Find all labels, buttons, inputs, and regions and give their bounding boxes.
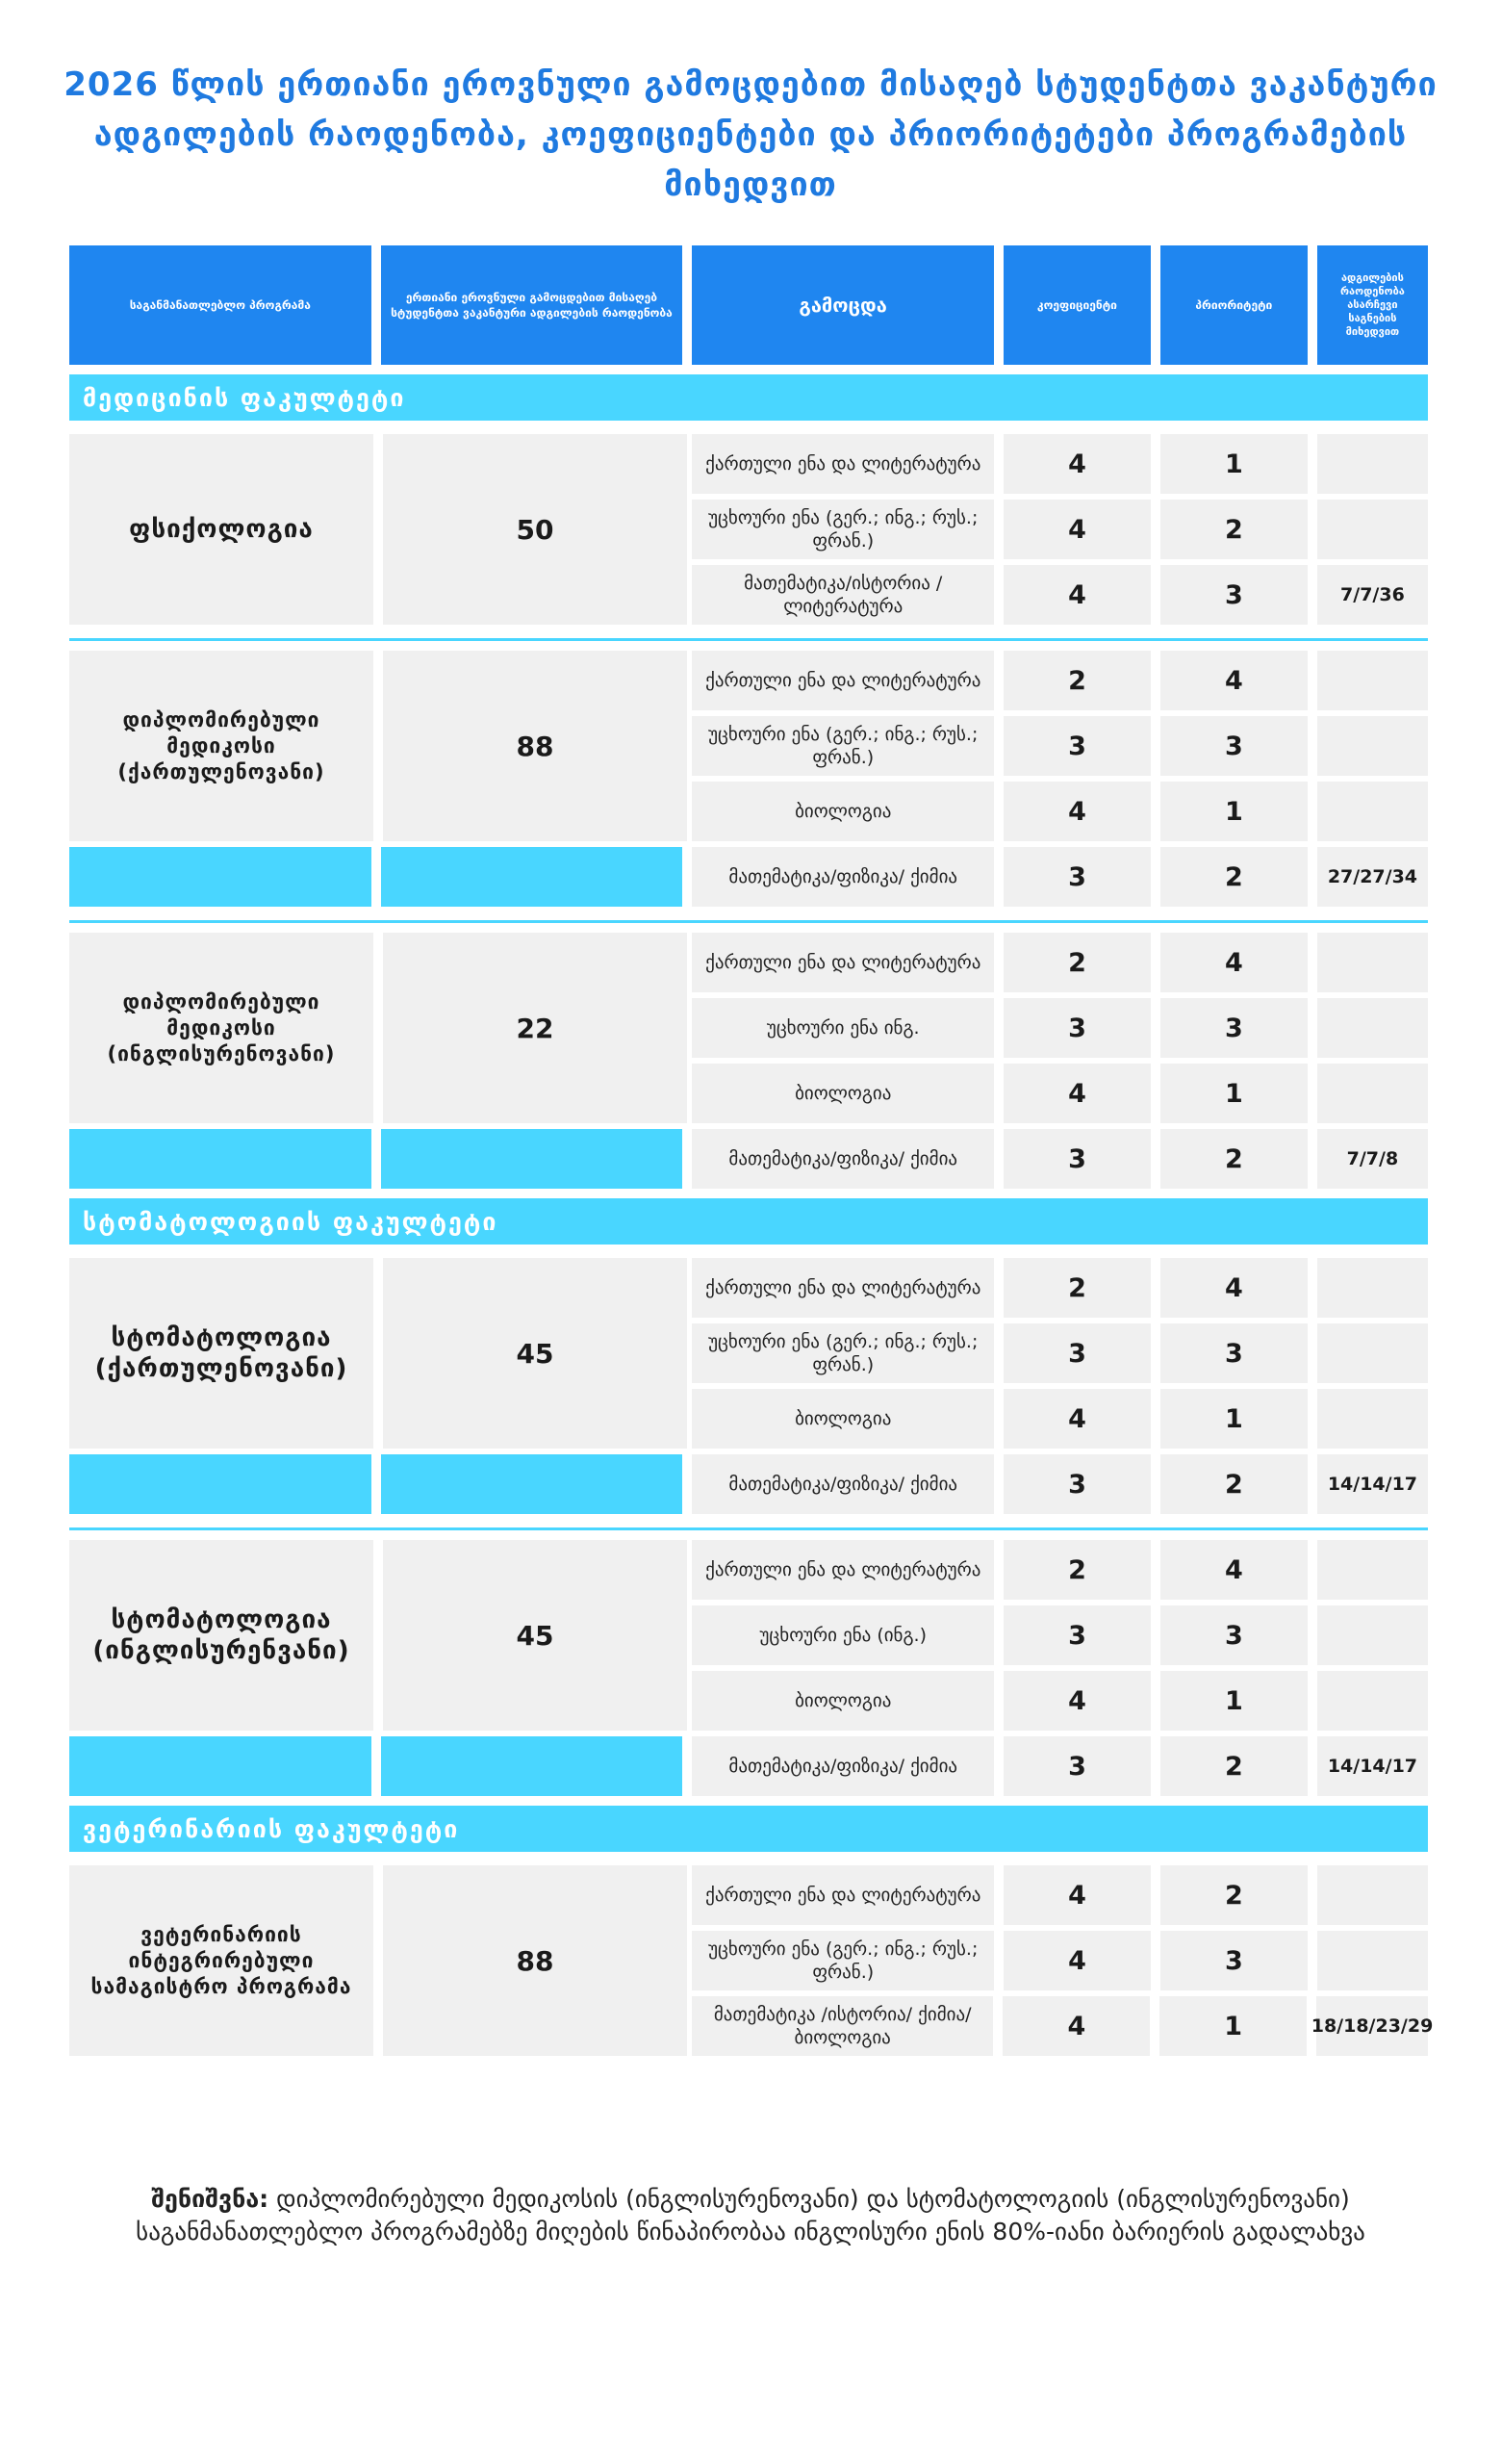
priority-cell: 4 [1160,933,1308,992]
exam-cell: ქართული ენა და ლიტერატურა [692,933,994,992]
priority-cell: 2 [1160,1454,1308,1514]
program-name: სტომატოლოგია (ინგლისურენვანი) [69,1540,373,1731]
program-block [69,1527,1428,1796]
coefficient-cell: 4 [1004,434,1151,494]
quota-cell: 14/14/17 [1317,1736,1428,1796]
header-coefficient: კოეფიციენტი [1004,245,1151,365]
priority-cell: 2 [1160,1129,1308,1189]
coefficient-cell: 4 [1004,565,1151,625]
quota-cell [1317,1671,1428,1731]
page-title: 2026 წლის ერთიანი ეროვნული გამოცდებით მისაღებ სტუდენტთა ვაკანტური ადგილების რაოდენობა, კოეფიციენტები და პრიორიტეტები პროგრამების მიხედვით [64,65,1438,204]
priority-cell: 1 [1160,1671,1308,1731]
exam-cell: ბიოლოგია [692,1389,994,1449]
priority-cell: 2 [1160,847,1308,907]
program-cell [69,847,371,907]
program-cell [69,1129,371,1189]
faculty-header: სტომატოლოგიის ფაკულტეტი [69,1198,1428,1245]
priority-cell: 3 [1160,716,1308,776]
footnote [106,2183,1395,2248]
coefficient-cell: 4 [1004,1865,1151,1925]
coefficient-cell: 3 [1004,1454,1151,1514]
footnote-text: დიპლომირებული მედიკოსის (ინგლისურენოვანი) და სტომატოლოგიის (ინგლისურენოვანი) საგანმანათლებლო პროგრამებზე მიღების წინაპირობაა ინგლისური ენის 80%-იანი ბარიერის გადალახვა [136,2185,1365,2246]
program-name: დიპლომირებული მედიკოსი (ინგლისურენოვანი) [69,933,373,1123]
program-block [69,1865,1434,2056]
exam-cell: ბიოლოგია [692,782,994,841]
quota-cell: 18/18/23/29 [1316,1996,1428,2056]
coefficient-cell: 3 [1004,716,1151,776]
table-row [69,1454,1428,1514]
priority-cell: 1 [1160,434,1308,494]
priority-cell: 2 [1160,1736,1308,1796]
places-cell [381,1736,683,1796]
faculty-header: ვეტერინარიის ფაკულტეტი [69,1806,1428,1852]
priority-cell: 4 [1160,651,1308,710]
quota-cell [1317,782,1428,841]
program-cell [69,1736,371,1796]
exam-cell: ქართული ენა და ლიტერატურა [692,651,994,710]
program-name: ვეტერინარიის ინტეგრირებული სამაგისტრო პროგრამა [69,1865,373,2056]
quota-cell: 7/7/36 [1317,565,1428,625]
exam-cell: მათემატიკა /ისტორია/ ქიმია/ ბიოლოგია [692,1996,994,2056]
quota-cell [1317,434,1428,494]
header-exam: გამოცდა [692,245,994,365]
quota-cell: 14/14/17 [1317,1454,1428,1514]
places-cell [381,1454,683,1514]
quota-cell [1317,500,1428,559]
quota-cell [1317,716,1428,776]
priority-cell: 2 [1160,500,1308,559]
exam-cell: მათემატიკა/ფიზიკა/ ქიმია [692,847,994,907]
places-cell [381,847,683,907]
exam-cell: ბიოლოგია [692,1064,994,1123]
coefficient-cell: 3 [1004,1323,1151,1383]
coefficient-cell: 4 [1004,1671,1151,1731]
priority-cell: 3 [1160,1931,1308,1990]
program-places: 50 [383,434,687,625]
exam-cell: უცხოური ენა ინგ. [692,998,994,1058]
quota-cell [1317,1865,1428,1925]
table-row [69,1736,1428,1796]
quota-cell [1317,1064,1428,1123]
exam-cell: მათემატიკა/ფიზიკა/ ქიმია [692,1736,994,1796]
places-cell [381,1129,683,1189]
coefficient-cell: 4 [1004,1064,1151,1123]
quota-cell: 27/27/34 [1317,847,1428,907]
coefficient-cell: 3 [1004,998,1151,1058]
quota-cell: 7/7/8 [1317,1129,1428,1189]
exam-cell: ქართული ენა და ლიტერატურა [692,1865,994,1925]
priority-cell: 1 [1160,1064,1308,1123]
priority-cell: 3 [1160,1323,1308,1383]
coefficient-cell: 3 [1004,1605,1151,1665]
exam-cell: ქართული ენა და ლიტერატურა [692,1540,994,1600]
coefficient-cell: 2 [1004,1258,1151,1318]
coefficient-cell: 4 [1003,1996,1150,2056]
priority-cell: 4 [1160,1258,1308,1318]
programs-table [69,245,1434,2062]
exam-cell: ბიოლოგია [692,1671,994,1731]
exam-cell: უცხოური ენა (გერ.; ინგ.; რუს.; ფრან.) [692,1931,994,1990]
program-block [69,920,1428,1189]
program-places: 22 [383,933,687,1123]
header-program: საგანმანათლებლო პროგრამა [69,245,371,365]
footnote-label: შენიშვნა: [151,2185,269,2213]
exam-cell: ქართული ენა და ლიტერატურა [692,434,994,494]
exam-cell: უცხოური ენა (გერ.; ინგ.; რუს.; ფრან.) [692,716,994,776]
program-name: სტომატოლოგია (ქართულენოვანი) [69,1258,373,1449]
program-block [69,638,1428,907]
header-quota: ადგილების რაოდენობა ასარჩევი საგნების მიხედვით [1317,245,1428,365]
program-name: დიპლომირებული მედიკოსი (ქართულენოვანი) [69,651,373,841]
coefficient-cell: 3 [1004,1736,1151,1796]
program-name: ფსიქოლოგია [69,434,373,625]
program-places: 45 [383,1258,687,1449]
coefficient-cell: 4 [1004,500,1151,559]
quota-cell [1317,651,1428,710]
exam-cell: უცხოური ენა (გერ.; ინგ.; რუს.; ფრან.) [692,1323,994,1383]
quota-cell [1317,1258,1428,1318]
faculty-header: მედიცინის ფაკულტეტი [69,374,1428,421]
coefficient-cell: 3 [1004,847,1151,907]
coefficient-cell: 4 [1004,782,1151,841]
program-places: 45 [383,1540,687,1731]
quota-cell [1317,1931,1428,1990]
quota-cell [1317,933,1428,992]
exam-cell: უცხოური ენა (გერ.; ინგ.; რუს.; ფრან.) [692,500,994,559]
exam-cell: მათემატიკა/ფიზიკა/ ქიმია [692,1129,994,1189]
coefficient-cell: 4 [1004,1931,1151,1990]
program-places: 88 [383,1865,687,2056]
priority-cell: 1 [1160,782,1308,841]
priority-cell: 3 [1160,1605,1308,1665]
priority-cell: 2 [1160,1865,1308,1925]
program-places: 88 [383,651,687,841]
coefficient-cell: 2 [1004,1540,1151,1600]
exam-cell: მათემატიკა/ფიზიკა/ ქიმია [692,1454,994,1514]
program-cell [69,1454,371,1514]
coefficient-cell: 3 [1004,1129,1151,1189]
quota-cell [1317,1605,1428,1665]
table-row [69,1129,1428,1189]
program-block [69,1258,1428,1514]
exam-cell: უცხოური ენა (ინგ.) [692,1605,994,1665]
coefficient-cell: 2 [1004,933,1151,992]
coefficient-cell: 4 [1004,1389,1151,1449]
table-header [69,245,1428,365]
exam-cell: მათემატიკა/ისტორია /ლიტერატურა [692,565,994,625]
priority-cell: 1 [1159,1996,1307,2056]
priority-cell: 4 [1160,1540,1308,1600]
program-block [69,434,1428,625]
priority-cell: 1 [1160,1389,1308,1449]
quota-cell [1317,1323,1428,1383]
quota-cell [1317,1540,1428,1600]
exam-cell: ქართული ენა და ლიტერატურა [692,1258,994,1318]
quota-cell [1317,998,1428,1058]
coefficient-cell: 2 [1004,651,1151,710]
priority-cell: 3 [1160,998,1308,1058]
priority-cell: 3 [1160,565,1308,625]
table-row [69,847,1428,907]
header-priority: პრიორიტეტი [1160,245,1308,365]
header-places: ერთიანი ეროვნული გამოცდებით მისაღებ სტუდენტთა ვაკანტური ადგილების რაოდენობა [381,245,683,365]
quota-cell [1317,1389,1428,1449]
